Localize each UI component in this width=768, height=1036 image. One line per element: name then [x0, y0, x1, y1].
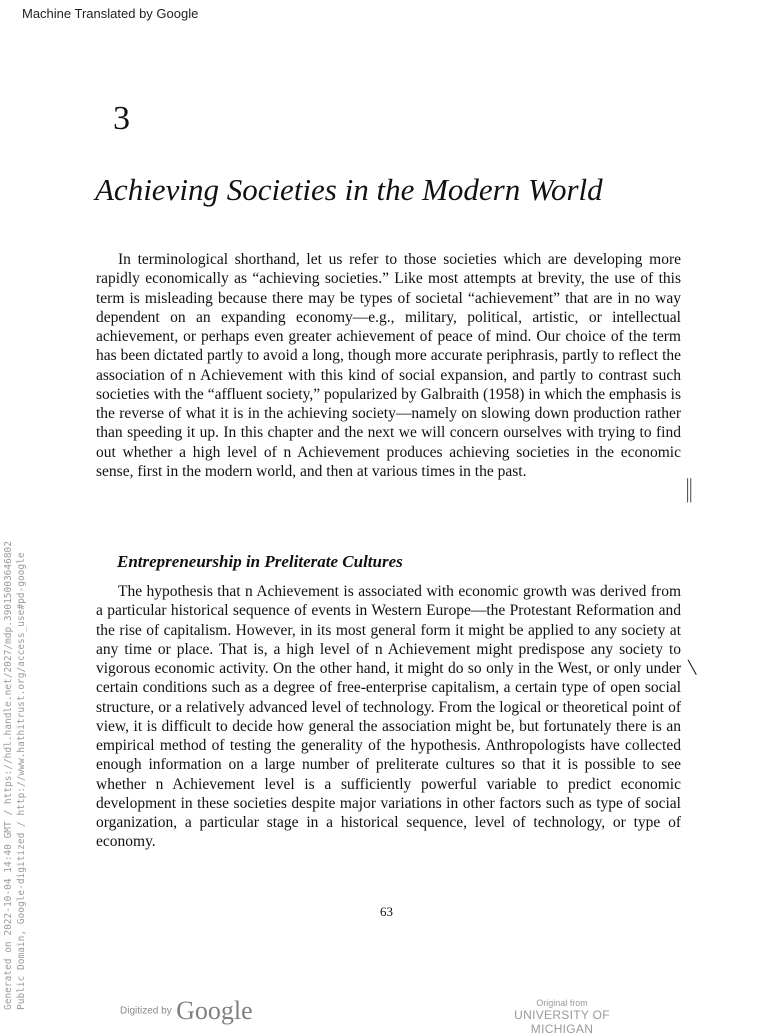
digitized-by-google-logo — [120, 996, 253, 1026]
original-from-credit — [498, 998, 626, 1036]
margin-annotation-mark: || — [686, 474, 693, 503]
chapter-number: 3 — [113, 100, 130, 137]
digitized-by-label: Digitized by — [120, 1005, 172, 1017]
chapter-title: Achieving Societies in the Modern World — [95, 172, 603, 207]
provenance-watermark — [2, 541, 28, 1010]
body-paragraph-1: In terminological shorthand, let us refer to those societies which are developing more rapidly economically as “achieving societies.” Like most attempts at brevity, the use of this term is misleading because there may be types of societal “achievement” that are in no way dependent on an expanding economy—e.g., military, political, artistic, or intellectual achievement, or perhaps even greater achievement of peace of mind. Our choice of the term has been dictated partly to avoid a long, though more accurate periphrasis, partly to reflect the association of n Achievement with this kind of social expansion, and partly to contrast such societies with the “affluent society,” popularized by Galbraith (1958) in which the emphasis is the reverse of what it is in the achieving society—namely on slowing down production rather than speeding it up. In this chapter and the next we will concern ourselves with trying to find out whether a high level of n Achievement produces achieving societies in the economic sense, first in the modern world, and then at various times in the past. — [96, 251, 681, 480]
institution-name: UNIVERSITY OF MICHIGAN — [514, 1008, 610, 1036]
machine-translation-banner: Machine Translated by Google — [22, 6, 199, 21]
original-from-label: Original from — [536, 998, 588, 1008]
section-heading: Entrepreneurship in Preliterate Cultures — [117, 552, 403, 571]
body-paragraph-2: The hypothesis that n Achievement is associated with economic growth was derived from a particular historical sequence of events in Western Europe—the Protestant Reformation and the rise of capitalism. However, in its most general form it might be applied to any society at any time or place. That is, a high level of n Achievement might predispose any society to vigorous economic activity. On the other hand, it might do so only in the West, or only under certain conditions such as a degree of free-enterprise capitalism, a certain type of open social structure, or a relatively advanced level of technology. From the logical or theoretical point of view, it is difficult to decide how general the association might be, but fortunately there is an empirical method of testing the generality of the hypothesis. Anthropologists have collected enough information on a large number of preliterate cultures so that it is possible to see whether n Achievement level is a sufficiently powerful variable to predict economic development in these societies despite major variations in other factors such as type of social organization, a particular stage in a historical sequence, level of technology, or type of economy. — [96, 583, 681, 851]
google-logo: Google — [176, 996, 253, 1025]
page-number: 63 — [380, 904, 393, 919]
provenance-line: Public Domain, Google-digitized / http://www.hathitrust.org/access_use#pd-google — [16, 552, 27, 1010]
provenance-line: Generated on 2022-10-04 14:40 GMT / https://hdl.handle.net/2027/mdp.39015003646802 — [3, 541, 14, 1010]
margin-annotation-mark: \ — [686, 654, 698, 682]
